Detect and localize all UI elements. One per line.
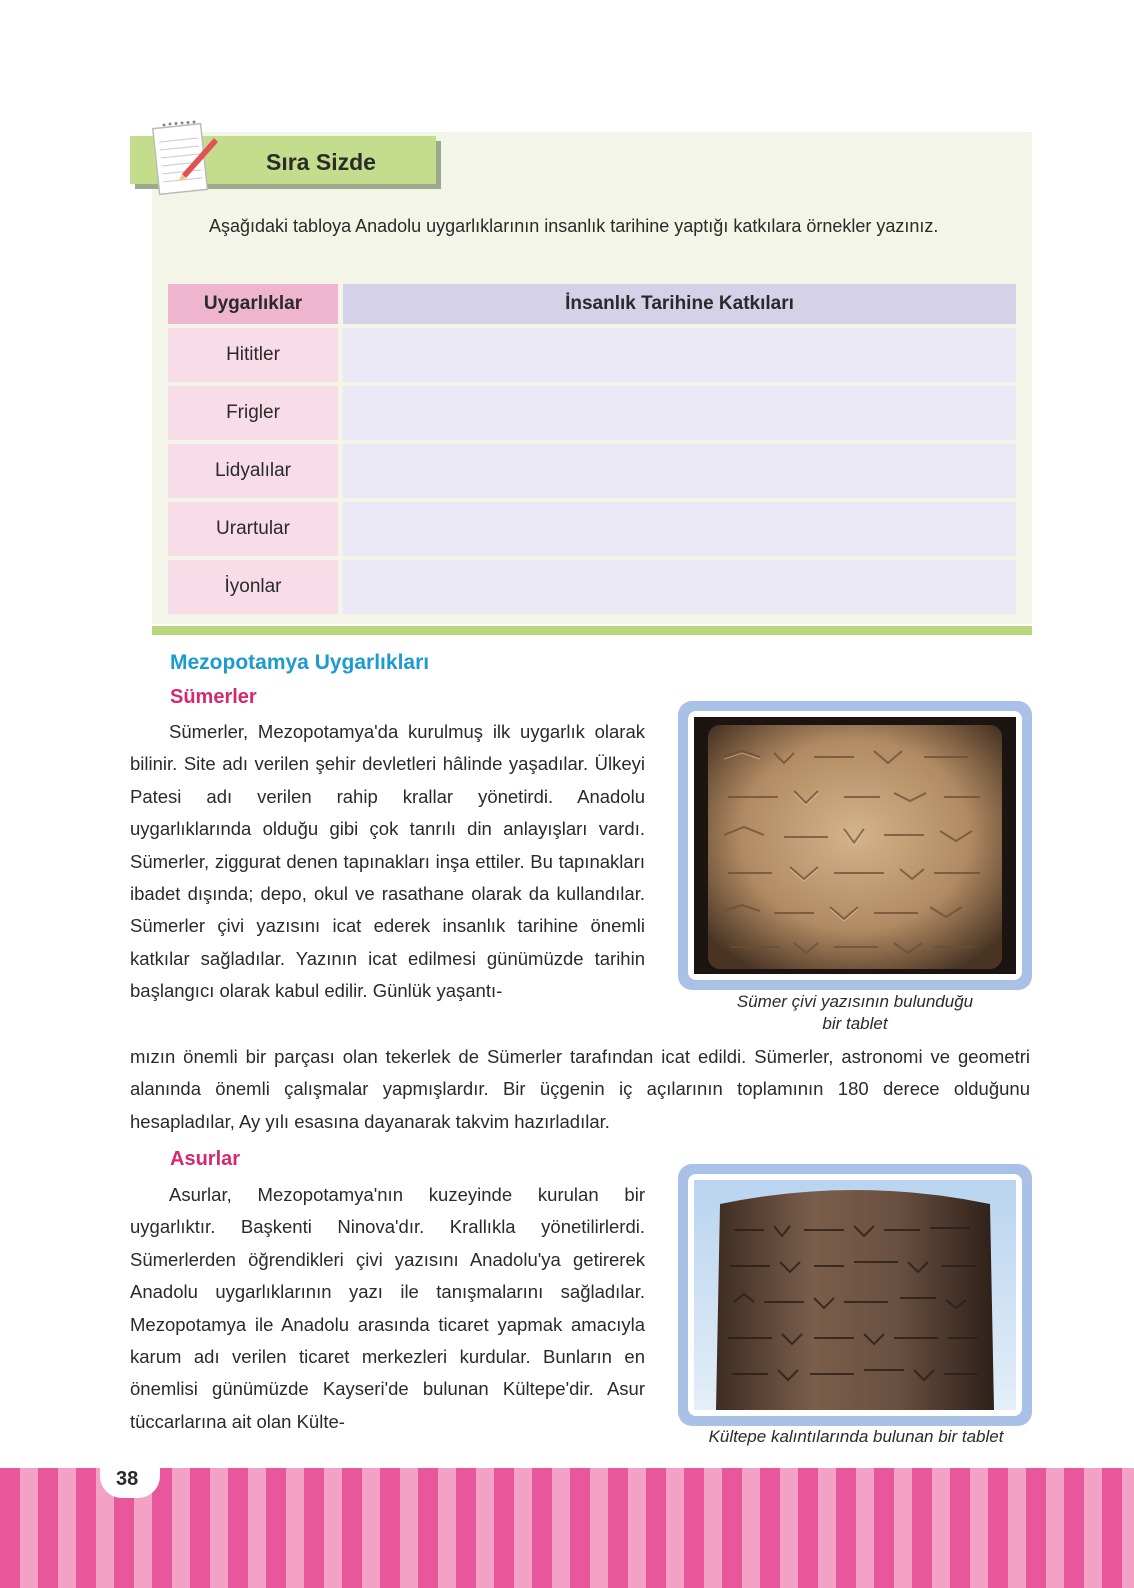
table-row <box>168 560 1016 614</box>
activity-instruction: Aşağıdaki tabloya Anadolu uygarlıklarının insanlık tarihine yaptığı katkılara örnekler yazınız. <box>209 216 939 236</box>
asurlar-paragraph: Asurlar, Mezopotamya'nın kuzeyinde kurulan bir uygarlıktır. Başkenti Ninova'dır. Krallıkla yönetilirlerdi. Sümerlerden öğrendikleri çivi yazısını Anadolu'ya getirerek Anadolu uygarlıklarının yazı ile tanışmalarını sağladılar. Mezopotamya ile Anadolu arasında ticaret yapmak amacıyla karum adı verilen ticaret merkezleri kurdular. Bunların en önemlisi günümüzde Kayseri'de bulunan Kültepe'dir. Asur tüccarlarına ait olan Külte- <box>130 1184 645 1432</box>
kultepe-tablet-image <box>694 1180 1016 1410</box>
sumer-caption-line1: Sümer çivi yazısının bulunduğu <box>736 992 974 1011</box>
header-contributions: İnsanlık Tarihine Katkıları <box>338 284 1016 324</box>
page-number: 38 <box>116 1468 139 1490</box>
sumer-tablet-image <box>694 717 1016 974</box>
header-civilizations: Uygarlıklar <box>168 284 338 324</box>
footer-stripes <box>0 1468 1134 1588</box>
civilizations-table <box>168 280 1016 618</box>
contribution-cell[interactable] <box>338 560 1016 614</box>
table-row <box>168 328 1016 382</box>
kultepe-tablet-inner <box>688 1174 1022 1416</box>
civilization-name: Lidyalılar <box>168 444 338 498</box>
activity-bottom-bar <box>152 626 1032 635</box>
notepad-pencil-icon <box>152 118 222 198</box>
civilization-name: Frigler <box>168 386 338 440</box>
sumer-caption-line2: bir tablet <box>822 1014 888 1033</box>
kultepe-tablet-caption: Kültepe kalıntılarında bulunan bir tablet <box>708 1427 1004 1446</box>
table-header-row <box>168 284 1016 324</box>
asurlar-heading: Asurlar <box>170 1148 241 1170</box>
sumerler-paragraph-continued: mızın önemli bir parçası olan tekerlek de Sümerler tarafından icat edildi. Sümerler, astronomi ve geometri alanında önemli çalışmalar yapmışlardır. Bir üçgenin iç açılarının toplamının 180 derece olduğunu hesapladılar, Ay yılı esasına dayanarak takvim hazırladılar. <box>130 1046 1030 1132</box>
contribution-cell[interactable] <box>338 328 1016 382</box>
sumerler-heading: Sümerler <box>170 686 257 708</box>
contribution-cell[interactable] <box>338 502 1016 556</box>
civilization-name: Urartular <box>168 502 338 556</box>
table-row <box>168 502 1016 556</box>
contribution-cell[interactable] <box>338 386 1016 440</box>
sumerler-paragraph: Sümerler, Mezopotamya'da kurulmuş ilk uygarlık olarak bilinir. Site adı verilen şehir devletleri hâlinde yaşadılar. Ülkeyi Patesi adı verilen rahip krallar yönetirdi. Anadolu uygarlıklarında olduğu gibi çok tanrılı din anlayışları vardı. Sümerler, ziggurat denen tapınakları inşa ettiler. Bu tapınakları ibadet dışında; depo, okul ve rasathane olarak da kullandılar. Sümerler çivi yazısını icat ederek insanlık tarihine önemli katkılar sağladılar. Yazının icat edilmesi günümüzde tarihin başlangıcı olarak kabul edilir. Günlük yaşantı- <box>130 721 645 1002</box>
civilization-name: İyonlar <box>168 560 338 614</box>
activity-title: Sıra Sizde <box>266 149 376 175</box>
contribution-cell[interactable] <box>338 444 1016 498</box>
kultepe-tablet-frame <box>678 1164 1032 1426</box>
sumer-tablet-inner <box>688 711 1022 980</box>
section-title: Mezopotamya Uygarlıkları <box>170 651 430 674</box>
table-row <box>168 386 1016 440</box>
table-row <box>168 444 1016 498</box>
sumer-tablet-frame <box>678 701 1032 990</box>
civilization-name: Hititler <box>168 328 338 382</box>
sumer-tablet-caption <box>690 991 1020 1035</box>
